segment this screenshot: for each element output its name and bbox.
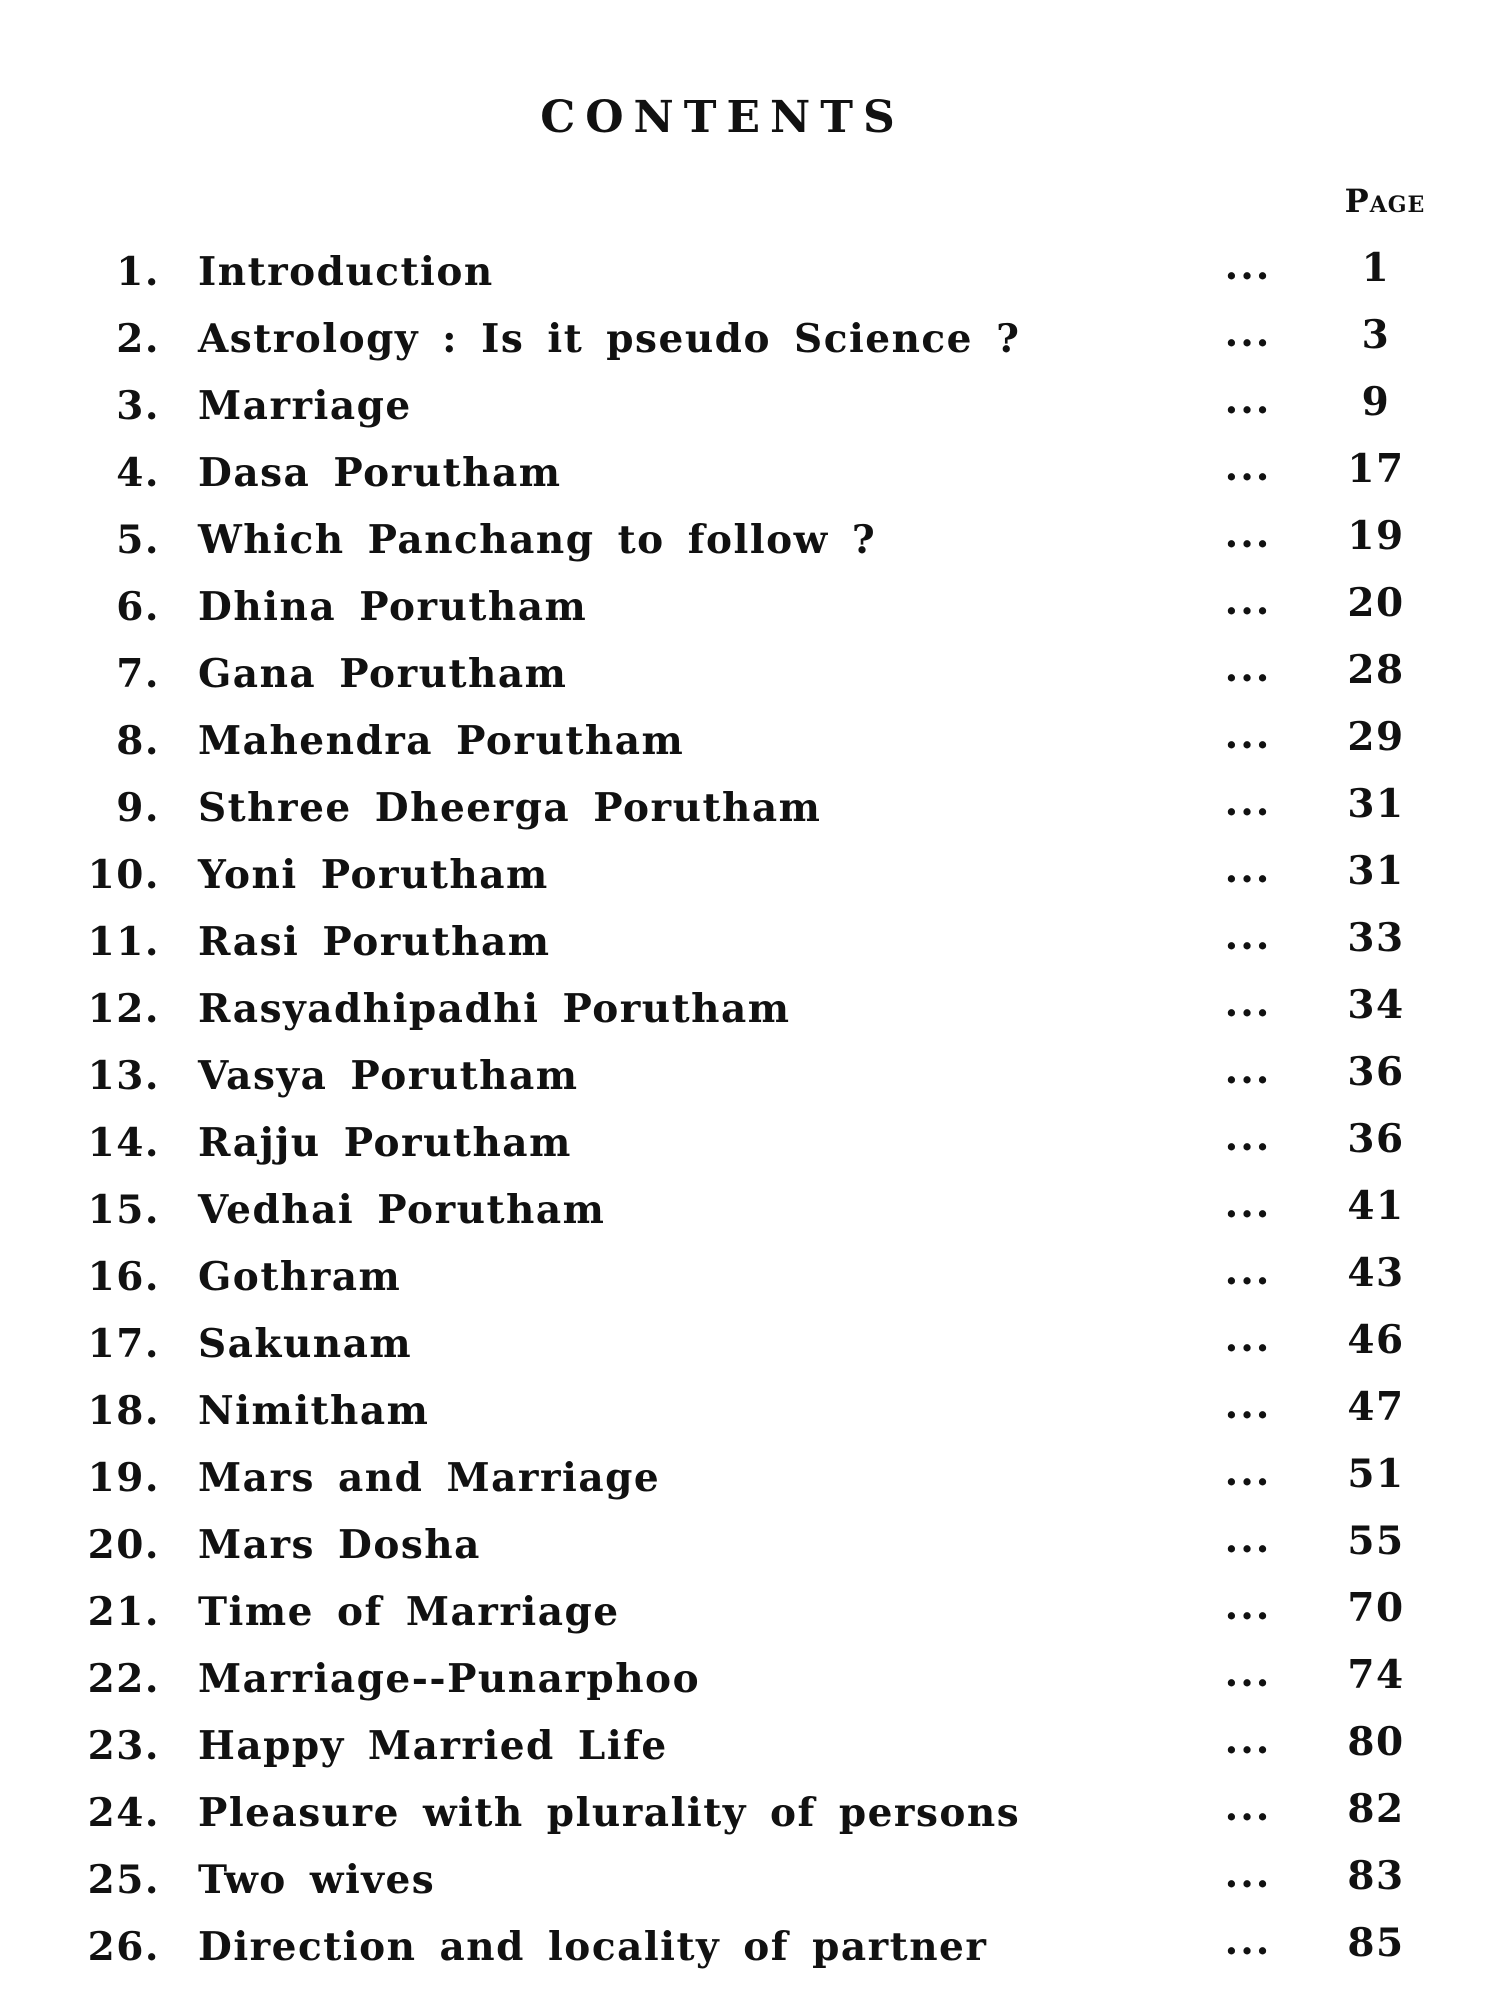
entry-number: 15. [87,1187,160,1233]
toc-entry [0,1317,1500,1384]
entry-number: 9. [116,785,160,831]
toc-entry [0,312,1500,379]
dot-leader: ... [1224,444,1272,490]
dot-leader: ... [1224,1248,1272,1294]
entry-number: 10. [87,852,160,898]
entry-page-number: 47 [1347,1384,1405,1430]
toc-entry [0,1719,1500,1786]
table-of-contents [0,245,1500,1987]
entry-title: Happy Married Life [198,1723,668,1769]
toc-entry [0,513,1500,580]
entry-page-number: 29 [1347,714,1405,760]
dot-leader: ... [1224,1516,1272,1562]
entry-page-number: 46 [1347,1317,1405,1363]
toc-entry [0,647,1500,714]
dot-leader: ... [1224,1851,1272,1897]
dot-leader: ... [1224,1114,1272,1160]
dot-leader: ... [1224,377,1272,423]
entry-title: Gana Porutham [198,651,568,697]
entry-title: Pleasure with plurality of persons [198,1790,1021,1836]
toc-entry [0,580,1500,647]
entry-page-number: 31 [1347,848,1405,894]
toc-entry [0,1786,1500,1853]
entry-number: 16. [87,1254,160,1300]
entry-page-number: 43 [1347,1250,1405,1296]
dot-leader: ... [1224,846,1272,892]
page-title: CONTENTS [540,92,905,143]
entry-title: Rajju Porutham [198,1120,572,1166]
entry-title: Vedhai Porutham [198,1187,606,1233]
entry-page-number: 31 [1347,781,1405,827]
entry-title: Rasi Porutham [198,919,551,965]
dot-leader: ... [1224,645,1272,691]
entry-page-number: 28 [1347,647,1405,693]
entry-title: Direction and locality of partner [198,1924,988,1970]
entry-title: Mahendra Porutham [198,718,685,764]
entry-page-number: 3 [1361,312,1391,358]
entry-number: 18. [87,1388,160,1434]
entry-title: Two wives [198,1857,436,1903]
toc-entry [0,915,1500,982]
dot-leader: ... [1224,1449,1272,1495]
dot-leader: ... [1224,1047,1272,1093]
entry-number: 13. [87,1053,160,1099]
entry-title: Yoni Porutham [198,852,549,898]
entry-title: Gothram [198,1254,402,1300]
dot-leader: ... [1224,1583,1272,1629]
entry-number: 14. [87,1120,160,1166]
entry-page-number: 51 [1347,1451,1405,1497]
entry-number: 21. [87,1589,160,1635]
entry-number: 22. [87,1656,160,1702]
dot-leader: ... [1224,1784,1272,1830]
entry-title: Which Panchang to follow ? [198,517,877,563]
entry-page-number: 80 [1347,1719,1405,1765]
entry-title: Marriage [198,383,412,429]
entry-page-number: 34 [1347,982,1405,1028]
entry-page-number: 36 [1347,1049,1405,1095]
entry-number: 11. [87,919,160,965]
toc-entry [0,848,1500,915]
entry-number: 8. [116,718,160,764]
entry-number: 26. [87,1924,160,1970]
dot-leader: ... [1224,243,1272,289]
entry-title: Dhina Porutham [198,584,588,630]
toc-entry [0,714,1500,781]
entry-number: 23. [87,1723,160,1769]
entry-number: 24. [87,1790,160,1836]
entry-page-number: 70 [1347,1585,1405,1631]
dot-leader: ... [1224,310,1272,356]
entry-page-number: 19 [1347,513,1405,559]
dot-leader: ... [1224,779,1272,825]
entry-title: Marriage--Punarphoo [198,1656,701,1702]
entry-page-number: 36 [1347,1116,1405,1162]
entry-page-number: 1 [1361,245,1391,291]
dot-leader: ... [1224,1181,1272,1227]
toc-entry [0,1518,1500,1585]
dot-leader: ... [1224,511,1272,557]
entry-page-number: 74 [1347,1652,1405,1698]
entry-page-number: 9 [1361,379,1391,425]
entry-page-number: 83 [1347,1853,1405,1899]
toc-entry [0,1384,1500,1451]
entry-number: 19. [87,1455,160,1501]
entry-title: Time of Marriage [198,1589,620,1635]
entry-page-number: 33 [1347,915,1405,961]
dot-leader: ... [1224,913,1272,959]
entry-number: 3. [116,383,160,429]
entry-number: 20. [87,1522,160,1568]
page-column-header: Page [1344,182,1426,220]
entry-number: 1. [116,249,160,295]
entry-number: 2. [116,316,160,362]
toc-entry [0,1116,1500,1183]
entry-page-number: 20 [1347,580,1405,626]
entry-title: Dasa Porutham [198,450,562,496]
entry-number: 25. [87,1857,160,1903]
toc-entry [0,1049,1500,1116]
entry-page-number: 85 [1347,1920,1405,1966]
dot-leader: ... [1224,1315,1272,1361]
entry-title: Mars and Marriage [198,1455,661,1501]
entry-number: 12. [87,986,160,1032]
dot-leader: ... [1224,1650,1272,1696]
toc-entry [0,1853,1500,1920]
entry-number: 17. [87,1321,160,1367]
toc-entry [0,982,1500,1049]
toc-entry [0,781,1500,848]
dot-leader: ... [1224,578,1272,624]
entry-page-number: 41 [1347,1183,1405,1229]
entry-title: Vasya Porutham [198,1053,579,1099]
entry-title: Mars Dosha [198,1522,481,1568]
entry-number: 7. [116,651,160,697]
entry-number: 4. [116,450,160,496]
dot-leader: ... [1224,1918,1272,1964]
toc-entry [0,1652,1500,1719]
toc-entry [0,446,1500,513]
dot-leader: ... [1224,980,1272,1026]
entry-page-number: 17 [1347,446,1405,492]
toc-entry [0,1250,1500,1317]
entry-page-number: 82 [1347,1786,1405,1832]
entry-title: Introduction [198,249,494,295]
toc-entry [0,1183,1500,1250]
entry-title: Nimitham [198,1388,430,1434]
toc-entry [0,1585,1500,1652]
entry-title: Sthree Dheerga Porutham [198,785,822,831]
toc-entry [0,379,1500,446]
dot-leader: ... [1224,712,1272,758]
toc-entry [0,245,1500,312]
entry-title: Sakunam [198,1321,413,1367]
dot-leader: ... [1224,1717,1272,1763]
toc-entry [0,1920,1500,1987]
dot-leader: ... [1224,1382,1272,1428]
entry-number: 6. [116,584,160,630]
toc-entry [0,1451,1500,1518]
entry-title: Rasyadhipadhi Porutham [198,986,791,1032]
entry-number: 5. [116,517,160,563]
entry-page-number: 55 [1347,1518,1405,1564]
entry-title: Astrology : Is it pseudo Science ? [198,316,1021,362]
